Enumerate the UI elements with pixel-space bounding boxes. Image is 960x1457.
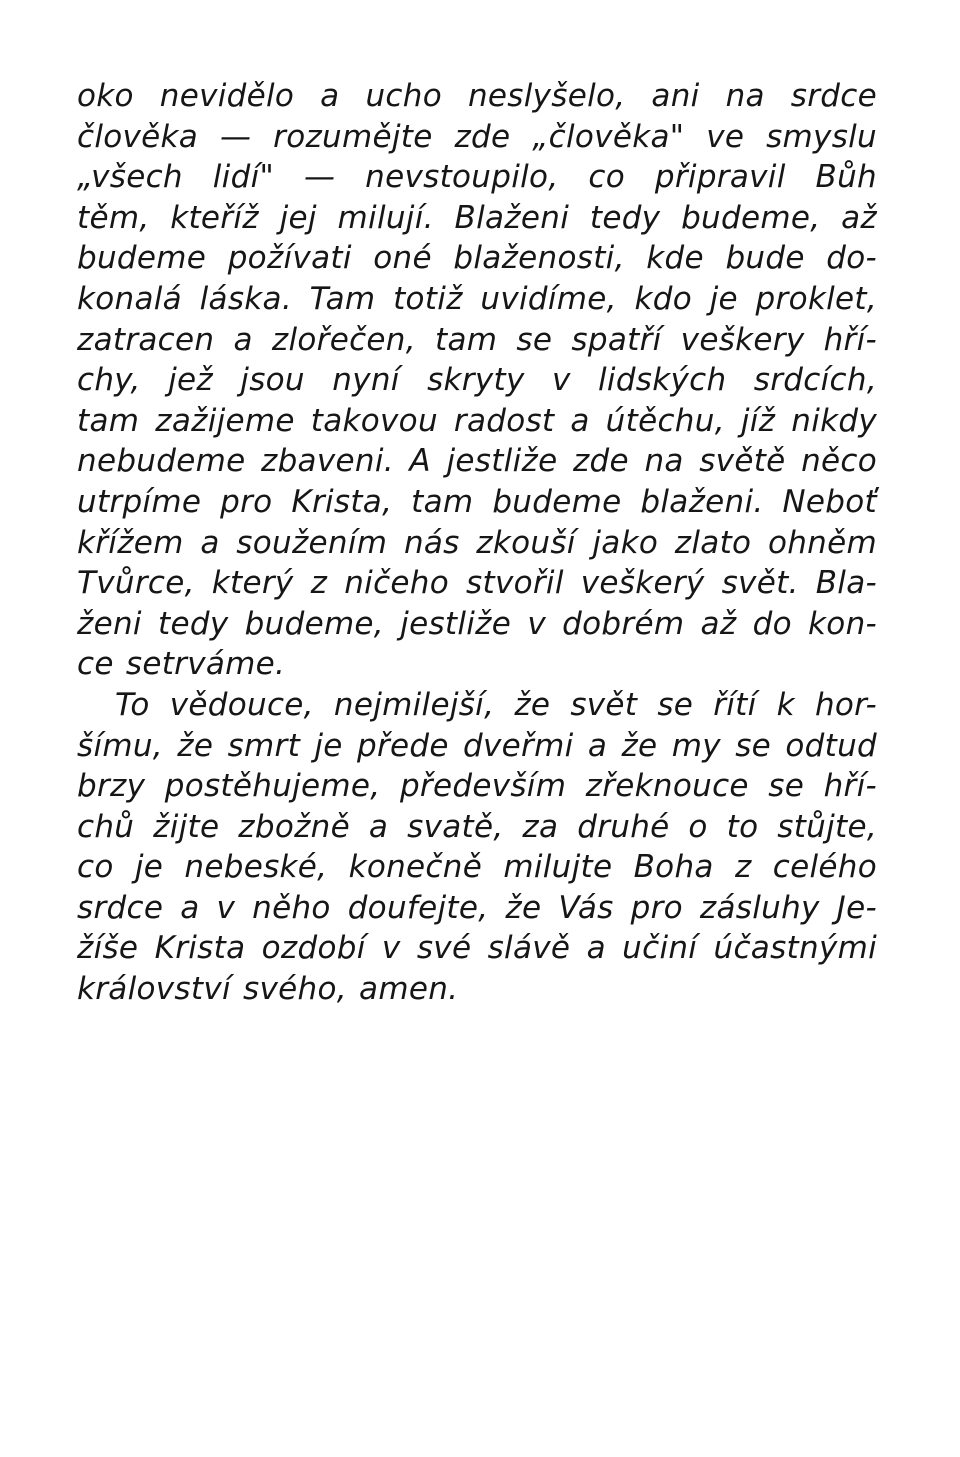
text-line: konalá láska. Tam totiž uvidíme, kdo je proklet,: [77, 280, 877, 317]
text-line: chy, jež jsou nyní skryty v lidských srdcích,: [77, 362, 877, 399]
text-line: ce setrváme.: [77, 646, 286, 683]
text-line: oko nevidělo a ucho neslyšelo, ani na srdce: [77, 78, 877, 114]
text-line: těm, kteříž jej milují. Blaženi tedy budeme, až: [77, 199, 877, 236]
text-line: člověka — rozumějte zde „člověka" ve smyslu: [77, 118, 877, 155]
text-line: křížem a soužením nás zkouší jako zlato ohněm: [77, 524, 877, 561]
text-line: království svého, amen.: [77, 971, 459, 1008]
text-line: „všech lidí" — nevstoupilo, co připravil Bůh: [77, 159, 877, 196]
text-line: Tvůrce, který z ničeho stvořil veškerý svět. Bla-: [77, 565, 877, 602]
text-line: srdce a v něho doufejte, že Vás pro zásluhy Je-: [77, 889, 877, 926]
text-line: budeme požívati oné blaženosti, kde bude do-: [77, 240, 877, 277]
text-line: brzy postěhujeme, především zřeknouce se hří-: [77, 768, 877, 805]
text-line: ženi tedy budeme, jestliže v dobrém až do kon-: [77, 605, 877, 642]
text-line: žíše Krista ozdobí v své slávě a učiní účastnými: [77, 930, 877, 967]
text-line: zatracen a zlořečen, tam se spatří veškery hří-: [77, 321, 877, 358]
paragraph-first-line: To vědouce, nejmilejší, že svět se řítí k hor-: [115, 686, 877, 723]
text-line: tam zažijeme takovou radost a útěchu, jíž nikdy: [77, 402, 877, 439]
text-line: co je nebeské, konečně milujte Boha z celého: [77, 849, 877, 886]
text-line: chů žijte zbožně a svatě, za druhé o to stůjte,: [77, 808, 877, 845]
text-line: utrpíme pro Krista, tam budeme blaženi. Neboť: [77, 483, 877, 520]
text-line: nebudeme zbaveni. A jestliže zde na světě něco: [77, 443, 877, 480]
body-text: [77, 76, 877, 1010]
text-line: šímu, že smrt je přede dveřmi a že my se odtud: [77, 727, 877, 764]
